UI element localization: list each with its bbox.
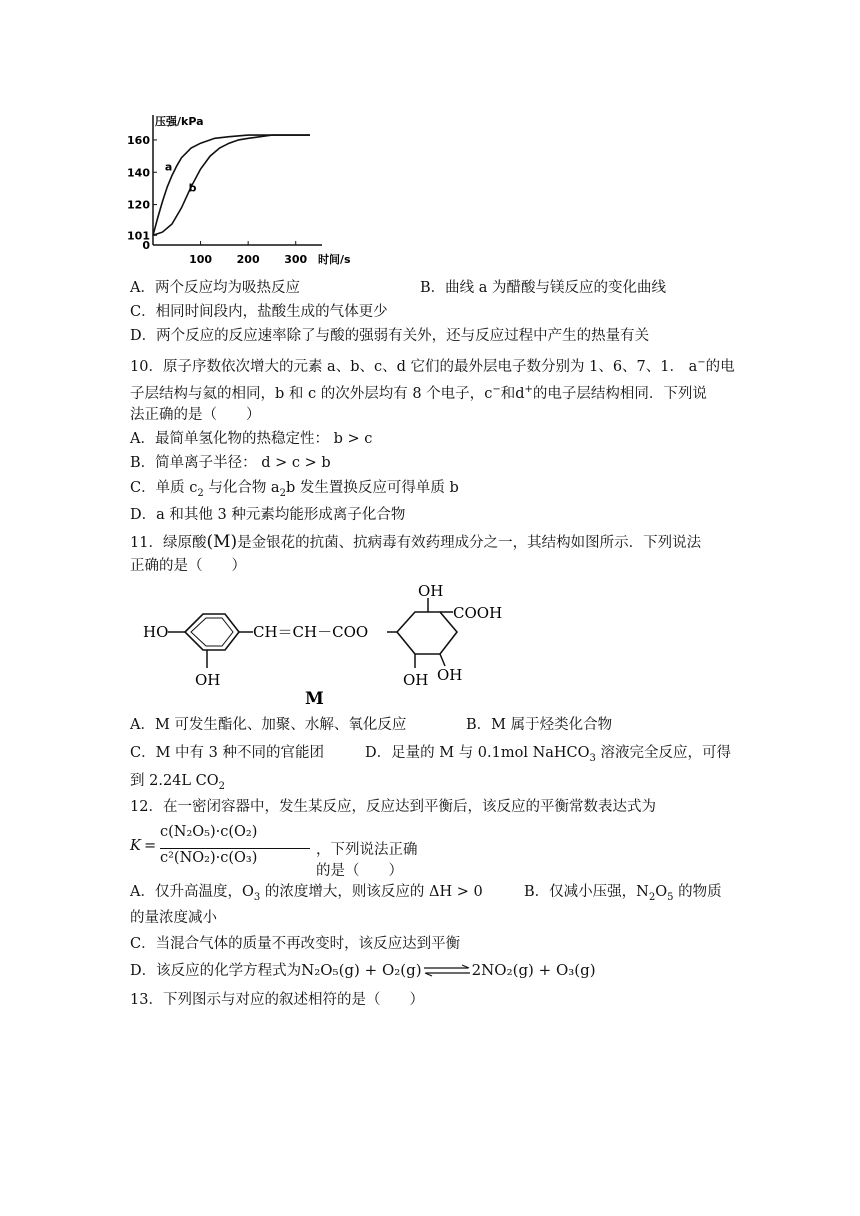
y-tick-label: 140 [127, 166, 150, 180]
q11-option-a: A．M 可发生酯化、加聚、水解、氧化反应 [130, 717, 407, 733]
q11-option-d-cont: 到 2.24L $CO_2$ [130, 773, 225, 792]
mol-ho-label: HO [143, 623, 169, 641]
q11-option-b: B．M 属于烃类化合物 [466, 717, 613, 733]
q11-option-d: D．足量的 M 与 0.1mol NaHCO$_3$ 溶液完全反应，可得 [365, 745, 732, 764]
q13-stem: 13．下列图示与对应的叙述相符的是（ ） [130, 992, 424, 1008]
q12-option-d: D．该反应的化学方程式为N₂O₅(g) + O₂(g) 2NO₂(g) + O₃(g) [130, 961, 596, 979]
chlorogenic-acid-structure [135, 582, 505, 707]
k-numerator: c(N₂O₅)·c(O₂) [160, 824, 258, 840]
mol-cooh-label: COOH [453, 604, 503, 622]
q10-line2: 子层结构与氦的相同，b 和 c 的次外层均有 8 个电子，c−和d+的电子层结构相同．下列说 [130, 384, 707, 402]
q10-option-d: D．a 和其他 3 种元素均能形成离子化合物 [130, 507, 406, 523]
x-axis-label: 时间/s [318, 253, 351, 266]
q12-option-c: C．当混合气体的质量不再改变时，该反应达到平衡 [130, 936, 461, 952]
q9-option-a: A．两个反应均为吸热反应 [130, 280, 300, 296]
pressure-time-chart [125, 105, 385, 270]
q9-option-c: C．相同时间段内，盐酸生成的气体更少 [130, 304, 388, 320]
q12-option-b: B．仅减小压强，$N_2O_5$ 的物质 [524, 884, 722, 903]
q11-line2: 正确的是（ ） [130, 558, 246, 574]
k-denominator: c²(NO₂)·c(O₃) [160, 850, 258, 866]
y-tick-label: 120 [127, 198, 150, 212]
q12-option-b-cont: 的量浓度减小 [130, 910, 217, 926]
equilibrium-arrow-icon [422, 964, 472, 978]
q9-option-d: D．两个反应的反应速率除了与酸的强弱有关外，还与反应过程中产生的热量有关 [130, 328, 650, 344]
q12-option-a: A．仅升高温度，$O_3$ 的浓度增大，则该反应的 ΔH > 0 [130, 884, 483, 903]
series-line-a [153, 135, 310, 235]
mol-oh-top-label: OH [418, 582, 444, 600]
y-tick-label: 101 [127, 229, 150, 243]
y-zero-label: 0 [142, 239, 150, 252]
mol-oh-phenol-label: OH [195, 671, 221, 689]
q10-option-a: A．最简单氢化物的热稳定性： b > c [130, 431, 373, 447]
x-tick-label: 200 [236, 253, 260, 266]
mol-oh-bottom2-label: OH [437, 666, 463, 684]
q11-option-c: C．M 中有 3 种不同的官能团 [130, 745, 324, 761]
q11-line1: 11．绿原酸(M)是金银花的抗菌、抗病毒有效药理成分之一，其结构如图所示．下列说法 [130, 532, 702, 552]
q12-line1: 12．在一密闭容器中，发生某反应，反应达到平衡后，该反应的平衡常数表达式为 [130, 799, 656, 815]
q9-option-b: B．曲线 a 为醋酸与镁反应的变化曲线 [420, 280, 667, 296]
equilibrium-constant-expression: K = c(N₂O₅)·c(O₂) c²(NO₂)·c(O₃) ，下列说法正确的是（ ） [130, 824, 430, 874]
series-label-a: a [164, 160, 173, 174]
series-label-b: b [188, 181, 197, 195]
series-line-b [153, 135, 310, 235]
y-tick-label: 160 [127, 133, 150, 147]
q10-line3: 法正确的是（ ） [130, 407, 261, 423]
x-tick-label: 300 [284, 253, 308, 266]
q10-option-b: B．简单离子半径： d > c > b [130, 455, 331, 471]
q12-stem-tail: ，下列说法正确的是（ ） [316, 842, 418, 879]
q10-option-c: C．单质 $c_2$ 与化合物 $a_2b$ 发生置换反应可得单质 b [130, 480, 459, 499]
q10-line1: 10．原子序数依次增大的元素 a、b、c、d 它们的最外层电子数分别为 1、6、7、1． a−的电 [130, 357, 735, 375]
mol-oh-bottom1-label: OH [403, 671, 429, 689]
x-tick-label: 100 [189, 253, 213, 266]
mol-chain-label: CH＝CH－COO [253, 623, 369, 641]
mol-m-label: M [305, 689, 324, 707]
y-axis-label: 压强/kPa [155, 115, 204, 128]
